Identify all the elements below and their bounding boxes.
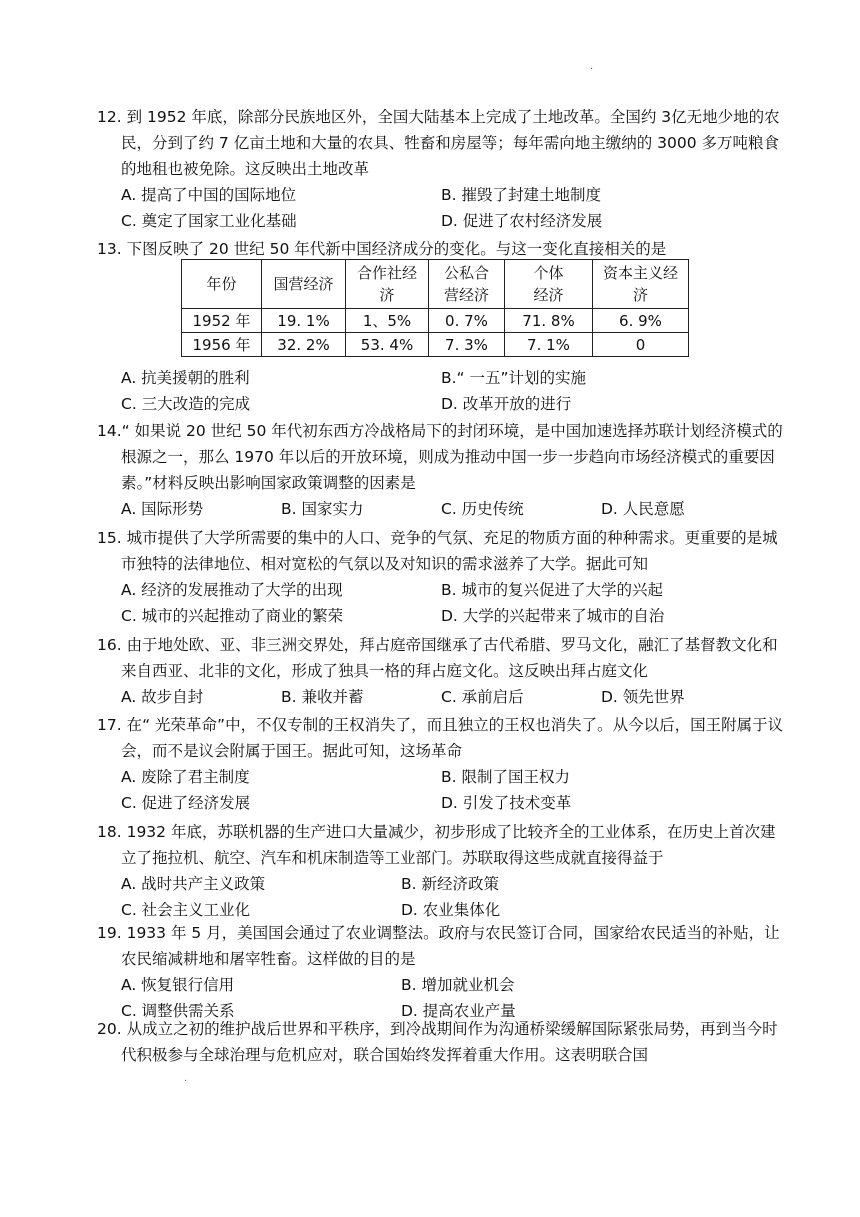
option-b: B. 摧毁了封建土地制度 (441, 186, 601, 204)
economy-composition-table (181, 259, 689, 357)
table-header-cell: 年份 (182, 260, 262, 309)
option-d: D. 引发了技术变革 (441, 794, 572, 812)
table-cell: 71. 8% (505, 309, 593, 333)
question-stem: 12. 到 1952 年底，除部分民族地区外，全国大陆基本上完成了土地改革。全国约 3亿无地少地的农民，分到了约 7 亿亩土地和大量的农具、牲畜和房屋等；每年需向地主缴纳的 3000 多万吨粮食的地租也被免除。这反映出土地改革 (97, 108, 780, 178)
table-cell: 1、5% (346, 309, 429, 333)
option-a: A. 恢复银行信用 (121, 976, 235, 994)
option-d: D. 农业集体化 (401, 901, 501, 919)
table-header-cell: 公私合 营经济 (429, 260, 505, 309)
question-17 (97, 712, 787, 816)
option-a: A. 废除了君主制度 (121, 768, 250, 786)
option-a: A. 故步自封 (121, 688, 204, 706)
question-stem: 17. 在“ 光荣革命”中，不仅专制的王权消失了，而且独立的王权也消失了。从今以后，国王附属于议会，而不是议会附属于国王。据此可知，这场革命 (97, 716, 784, 760)
option-b: B. 兼收并蓄 (281, 688, 364, 706)
option-a: A. 经济的发展推动了大学的出现 (121, 581, 343, 599)
option-a: A. 战时共产主义政策 (121, 875, 266, 893)
question-stem: 14.“ 如果说 20 世纪 50 年代初东西方冷战格局下的封闭环境，是中国加速选择苏联计划经济模式的根源之一，那么 1970 年以后的开放环境，则成为推动中国一步一步趋向市场经济模式的重要因素。”材料反映出影响国家政策调整的因素是 (97, 422, 783, 492)
question-stem: 16. 由于地处欧、亚、非三洲交界处，拜占庭帝国继承了古代希腊、罗马文化，融汇了基督教文化和来自西亚、北非的文化，形成了独具一格的拜占庭文化。这反映出拜占庭文化 (97, 636, 778, 680)
question-14 (97, 418, 787, 522)
option-a: A. 抗美援朝的胜利 (121, 369, 250, 387)
bottom-mark: · (184, 1076, 188, 1087)
option-d: D. 改革开放的进行 (441, 395, 572, 413)
table-row (182, 333, 689, 357)
option-c: C. 调整供需关系 (121, 1002, 235, 1020)
option-b: B. 城市的复兴促进了大学的兴起 (441, 581, 663, 599)
question-stem: 19. 1933 年 5 月，美国国会通过了农业调整法。政府与农民签订合同，国家给农民适当的补贴，让农民缩减耕地和屠宰牲畜。这样做的目的是 (97, 924, 780, 968)
table-cell: 1952 年 (182, 309, 262, 333)
option-d: D. 人民意愿 (601, 500, 685, 518)
question-20 (97, 1016, 787, 1068)
table-header-cell: 个体 经济 (505, 260, 593, 309)
question-13-options (97, 365, 787, 417)
table-header-row (182, 260, 689, 309)
option-c: C. 促进了经济发展 (121, 794, 251, 812)
option-d: D. 大学的兴起带来了城市的自治 (441, 607, 665, 625)
option-c: C. 历史传统 (441, 500, 524, 518)
table-cell: 0 (593, 333, 689, 357)
table-cell: 7. 1% (505, 333, 593, 357)
option-d: D. 促进了农村经济发展 (441, 212, 603, 230)
table-cell: 1956 年 (182, 333, 262, 357)
table-header-cell: 合作社经 济 (346, 260, 429, 309)
option-c: C. 社会主义工业化 (121, 901, 251, 919)
table-cell: 0. 7% (429, 309, 505, 333)
option-c: C. 三大改造的完成 (121, 395, 251, 413)
table-cell: 53. 4% (346, 333, 429, 357)
option-a: A. 国际形势 (121, 500, 204, 518)
table-row (182, 309, 689, 333)
option-a: A. 提高了中国的国际地位 (121, 186, 297, 204)
top-mark: · (590, 64, 594, 75)
option-b: B. 新经济政策 (401, 875, 499, 893)
table-cell: 6. 9% (593, 309, 689, 333)
option-d: D. 领先世界 (601, 688, 685, 706)
question-stem: 13. 下图反映了 20 世纪 50 年代新中国经济成分的变化。与这一变化直接相关的是 (97, 240, 667, 258)
table-header-cell: 资本主义经 济 (593, 260, 689, 309)
option-b: B. 增加就业机会 (401, 976, 515, 994)
question-12 (97, 104, 787, 234)
table-cell: 19. 1% (262, 309, 346, 333)
option-b: B. 限制了国王权力 (441, 768, 570, 786)
question-16 (97, 632, 787, 710)
option-b: B.“ 一五”计划的实施 (441, 369, 587, 387)
table-header-cell: 国营经济 (262, 260, 346, 309)
question-stem: 20. 从成立之初的维护战后世界和平秩序，到冷战期间作为沟通桥梁缓解国际紧张局势，再到当今时代积极参与全球治理与危机应对，联合国始终发挥着重大作用。这表明联合国 (97, 1020, 778, 1064)
question-15 (97, 525, 787, 629)
table-cell: 7. 3% (429, 333, 505, 357)
option-c: C. 城市的兴起推动了商业的繁荣 (121, 607, 344, 625)
table-cell: 32. 2% (262, 333, 346, 357)
question-stem: 15. 城市提供了大学所需要的集中的人口、竞争的气氛、充足的物质方面的种种需求。更重要的是城市独特的法律地位、相对宽松的气氛以及对知识的需求滋养了大学。据此可知 (97, 529, 778, 573)
option-d: D. 提高农业产量 (401, 1002, 516, 1020)
question-stem: 18. 1932 年底，苏联机器的生产进口大量减少，初步形成了比较齐全的工业体系，在历史上首次建立了拖拉机、航空、汽车和机床制造等工业部门。苏联取得这些成就直接得益于 (97, 823, 776, 867)
option-c: C. 奠定了国家工业化基础 (121, 212, 297, 230)
question-19 (97, 920, 787, 1024)
option-c: C. 承前启后 (441, 688, 524, 706)
question-18 (97, 819, 787, 923)
option-b: B. 国家实力 (281, 500, 364, 518)
